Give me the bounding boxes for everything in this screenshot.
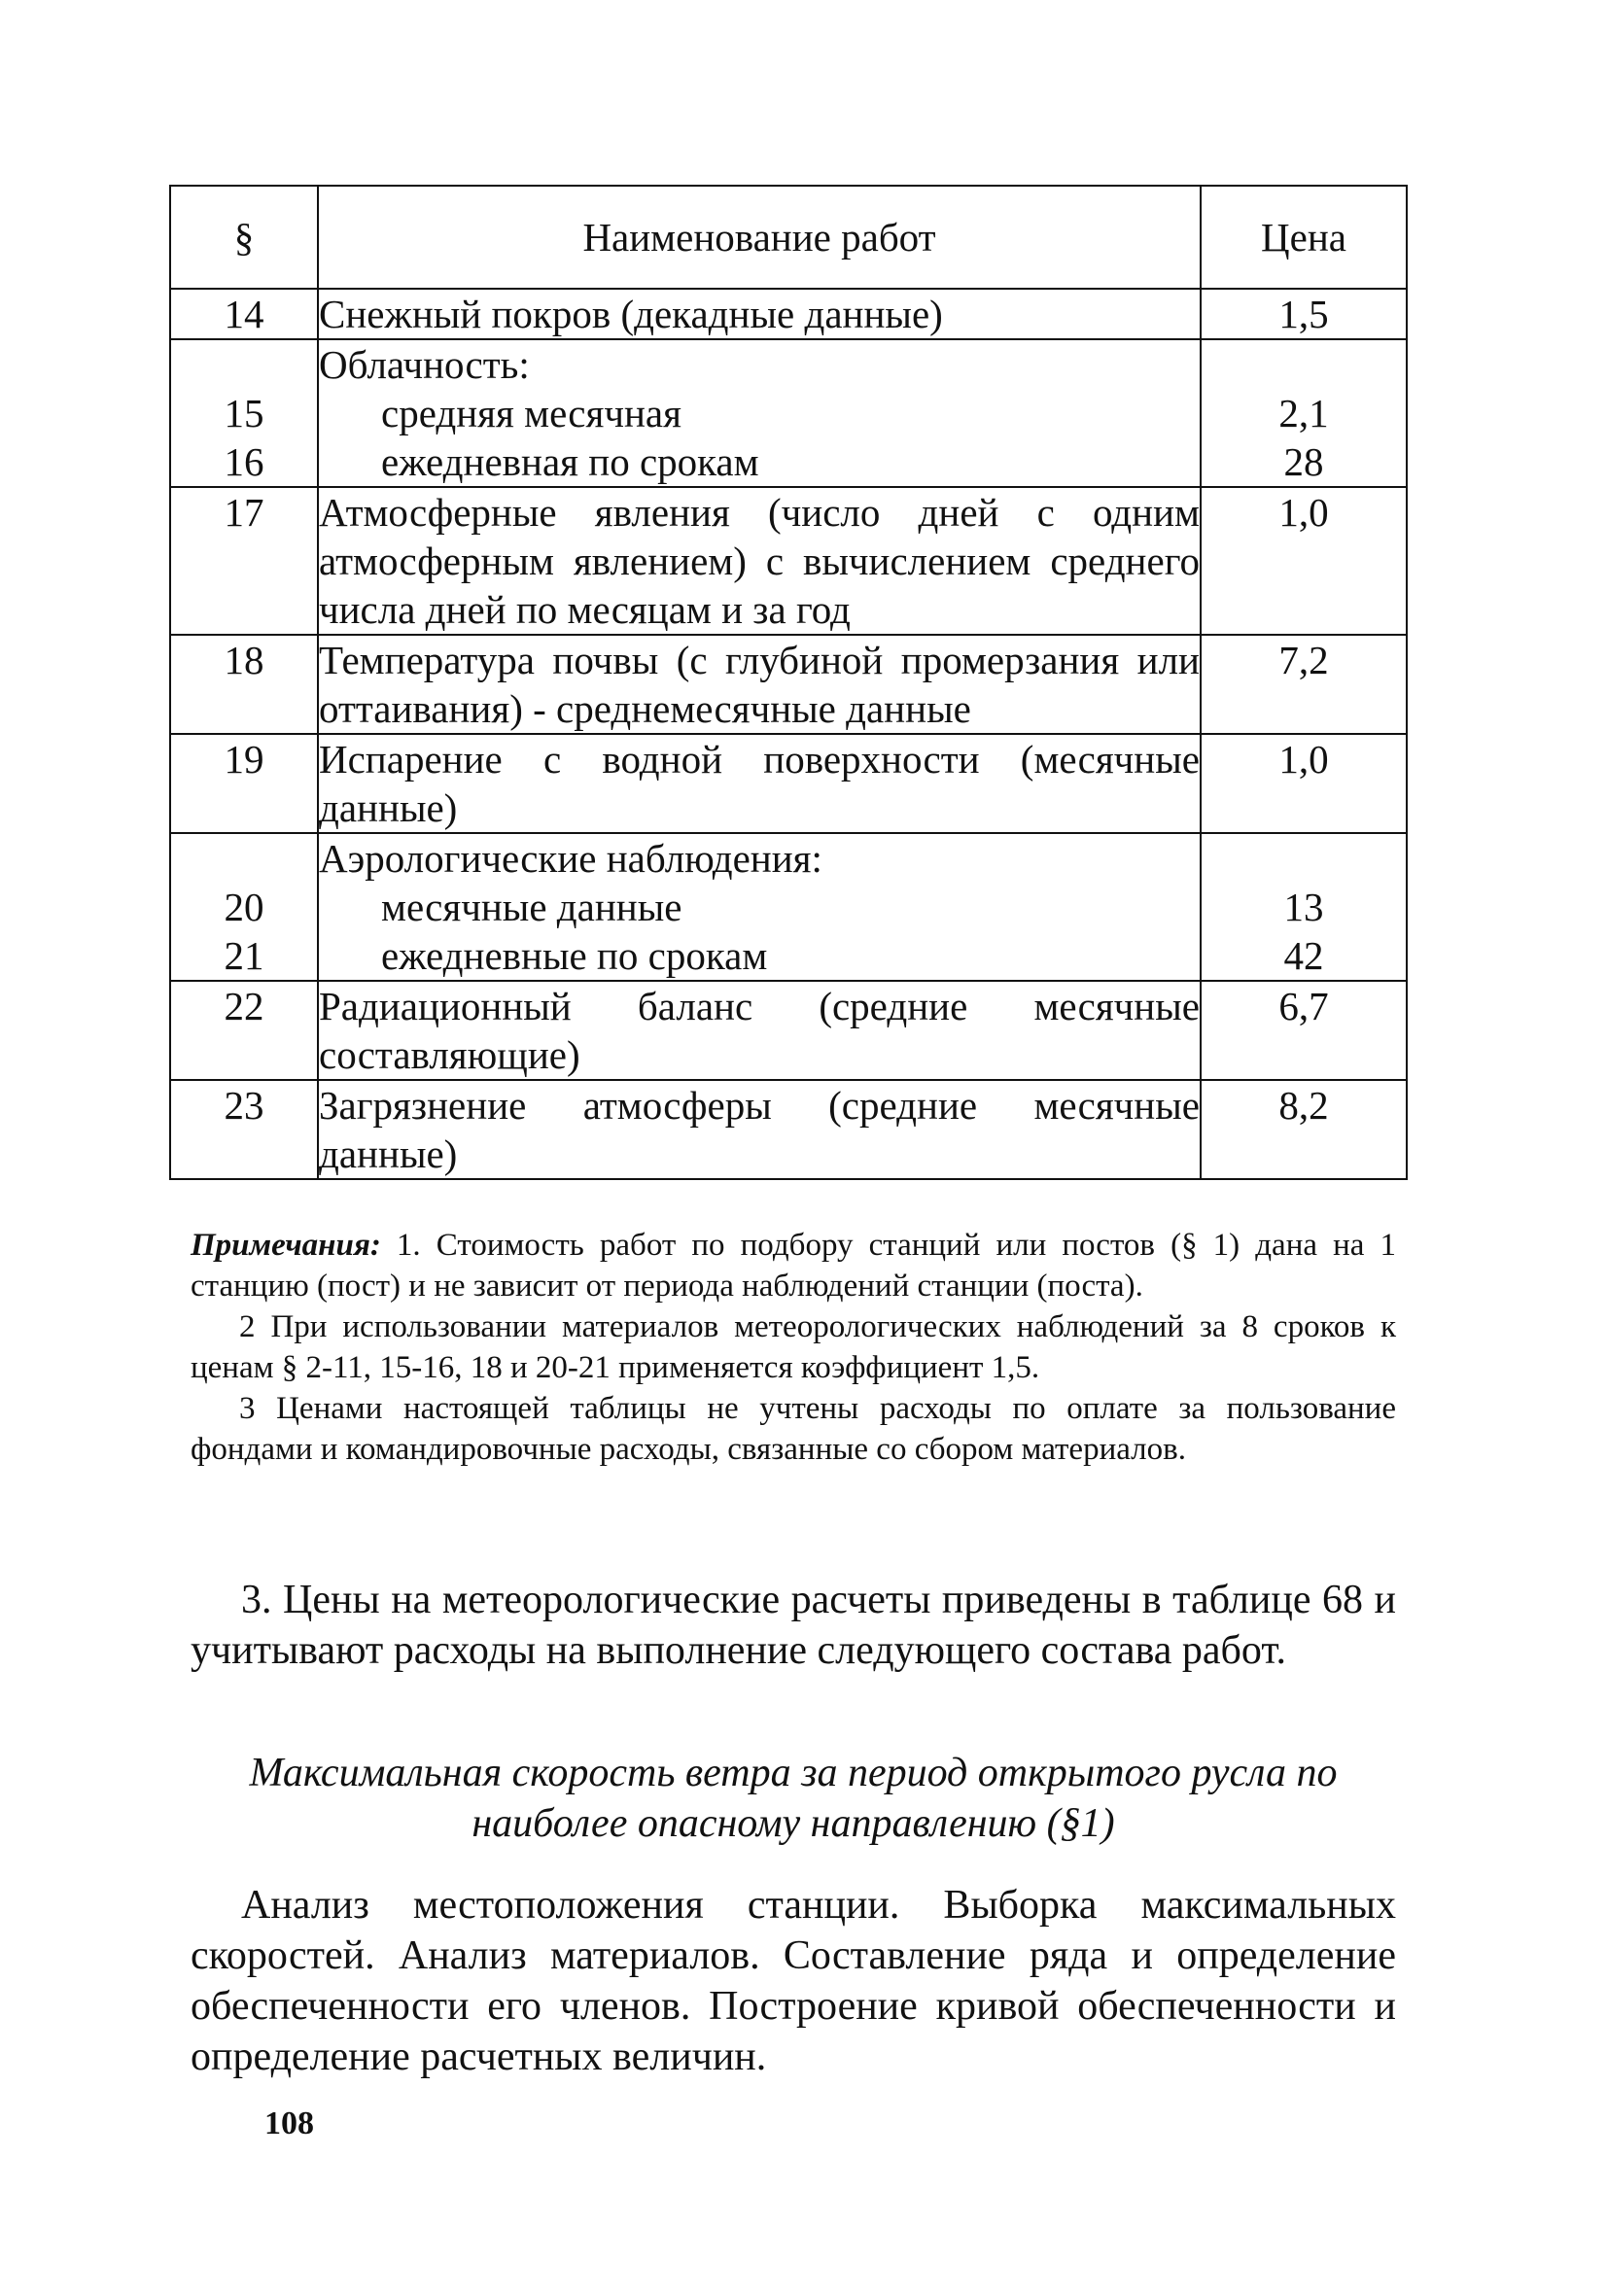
section-number: 23 (224, 1083, 264, 1128)
row-price-cell (1201, 289, 1407, 339)
row-price-cell (1201, 487, 1407, 635)
row-name-cell (318, 981, 1201, 1080)
section-number: 21 (224, 933, 264, 978)
work-name: Атмосферные явления (число дней с одним атмосферным явлением) с вычислением среднего числа дней по месяцам и за год (319, 490, 1200, 632)
row-section-cell (170, 487, 318, 635)
paragraph-work-description: Анализ местоположения станции. Выборка максимальных скоростей. Анализ материалов. Составление ряда и определение обеспеченности его членов. Построение кривой обеспеченности и определение расчетных величин. (191, 1883, 1396, 2079)
work-name: Снежный покров (декадные данные) (319, 292, 943, 336)
work-name: Аэрологические наблюдения: (319, 836, 822, 881)
price-value (1202, 340, 1406, 389)
row-name-cell (318, 339, 1201, 487)
section-number: 19 (224, 737, 264, 782)
page-number: 108 (264, 2105, 314, 2141)
note-3: 3 Ценами настоящей таблицы не учтены расходы по оплате за пользование фондами и командировочные расходы, связанные со сбором материалов. (191, 1391, 1396, 1467)
row-section-cell (170, 981, 318, 1080)
note-1 (191, 1225, 1396, 1306)
section-number: 22 (224, 984, 264, 1028)
row-name-cell (318, 487, 1201, 635)
row-section-cell (170, 635, 318, 734)
work-name: средняя месячная (381, 391, 681, 435)
row-section-cell (170, 339, 318, 487)
row-price-cell (1201, 339, 1407, 487)
table-row (170, 635, 1407, 734)
row-name-cell (318, 289, 1201, 339)
work-name: Загрязнение атмосферы (средние месячные данные) (319, 1083, 1200, 1176)
row-price-cell (1201, 1080, 1407, 1179)
row-name-cell (318, 734, 1201, 833)
table-row (170, 1080, 1407, 1179)
table-row (170, 734, 1407, 833)
section-number (171, 834, 317, 883)
row-section-cell (170, 1080, 318, 1179)
price-value: 8,2 (1278, 1083, 1329, 1128)
section-number: 15 (224, 391, 264, 435)
table-body (170, 289, 1407, 1179)
header-name: Наименование работ (318, 186, 1201, 289)
row-section-cell (170, 734, 318, 833)
price-value: 7,2 (1278, 638, 1329, 682)
table-row (170, 487, 1407, 635)
note-1-text: 1. Стоимость работ по подбору станций или постов (§ 1) дана на 1 станцию (пост) и не зависит от периода наблюдений станции (поста). (191, 1228, 1396, 1304)
work-name: Температура почвы (с глубиной промерзания или оттаивания) - среднемесячные данные (319, 638, 1200, 731)
row-price-cell (1201, 981, 1407, 1080)
section-number: 14 (224, 292, 264, 336)
work-name: Испарение с водной поверхности (месячные данные) (319, 737, 1200, 830)
row-name-cell (318, 635, 1201, 734)
work-name: Радиационный баланс (средние месячные составляющие) (319, 984, 1200, 1077)
section-number: 20 (224, 885, 264, 929)
price-value: 42 (1283, 933, 1324, 978)
paragraph-prices-reference: 3. Цены на метеорологические расчеты приведены в таблице 68 и учитывают расходы на выполнение следующего состава работ. (191, 1578, 1396, 1673)
notes-label: Примечания: (191, 1228, 381, 1263)
header-price: Цена (1201, 186, 1407, 289)
section-subheading: Максимальная скорость ветра за период открытого русла по наиболее опасному направлению (§1) (249, 1751, 1338, 1846)
work-name: ежедневная по срокам (381, 439, 759, 484)
table-row (170, 289, 1407, 339)
price-value: 6,7 (1278, 984, 1329, 1028)
price-value: 2,1 (1278, 391, 1329, 435)
row-section-cell (170, 833, 318, 981)
price-value: 1,0 (1278, 737, 1329, 782)
price-table (169, 185, 1408, 1180)
table-header-row (170, 186, 1407, 289)
note-2: 2 При использовании материалов метеорологических наблюдений за 8 сроков к ценам § 2-11, 15-16, 18 и 20-21 применяется коэффициент 1,5. (191, 1309, 1396, 1385)
price-value: 1,0 (1278, 490, 1329, 535)
notes-block (191, 1225, 1396, 1470)
row-price-cell (1201, 635, 1407, 734)
row-name-cell (318, 833, 1201, 981)
table-row (170, 339, 1407, 487)
section-number: 16 (224, 439, 264, 484)
row-price-cell (1201, 734, 1407, 833)
header-section: § (170, 186, 318, 289)
table-row (170, 981, 1407, 1080)
work-name: ежедневные по срокам (381, 933, 768, 978)
row-section-cell (170, 289, 318, 339)
work-name: месячные данные (381, 885, 682, 929)
price-value (1202, 834, 1406, 883)
table-row (170, 833, 1407, 981)
row-name-cell (318, 1080, 1201, 1179)
price-value: 28 (1283, 439, 1324, 484)
section-number (171, 340, 317, 389)
price-value: 1,5 (1278, 292, 1329, 336)
section-number: 18 (224, 638, 264, 682)
work-name: Облачность: (319, 342, 530, 387)
price-value: 13 (1283, 885, 1324, 929)
section-number: 17 (224, 490, 264, 535)
row-price-cell (1201, 833, 1407, 981)
